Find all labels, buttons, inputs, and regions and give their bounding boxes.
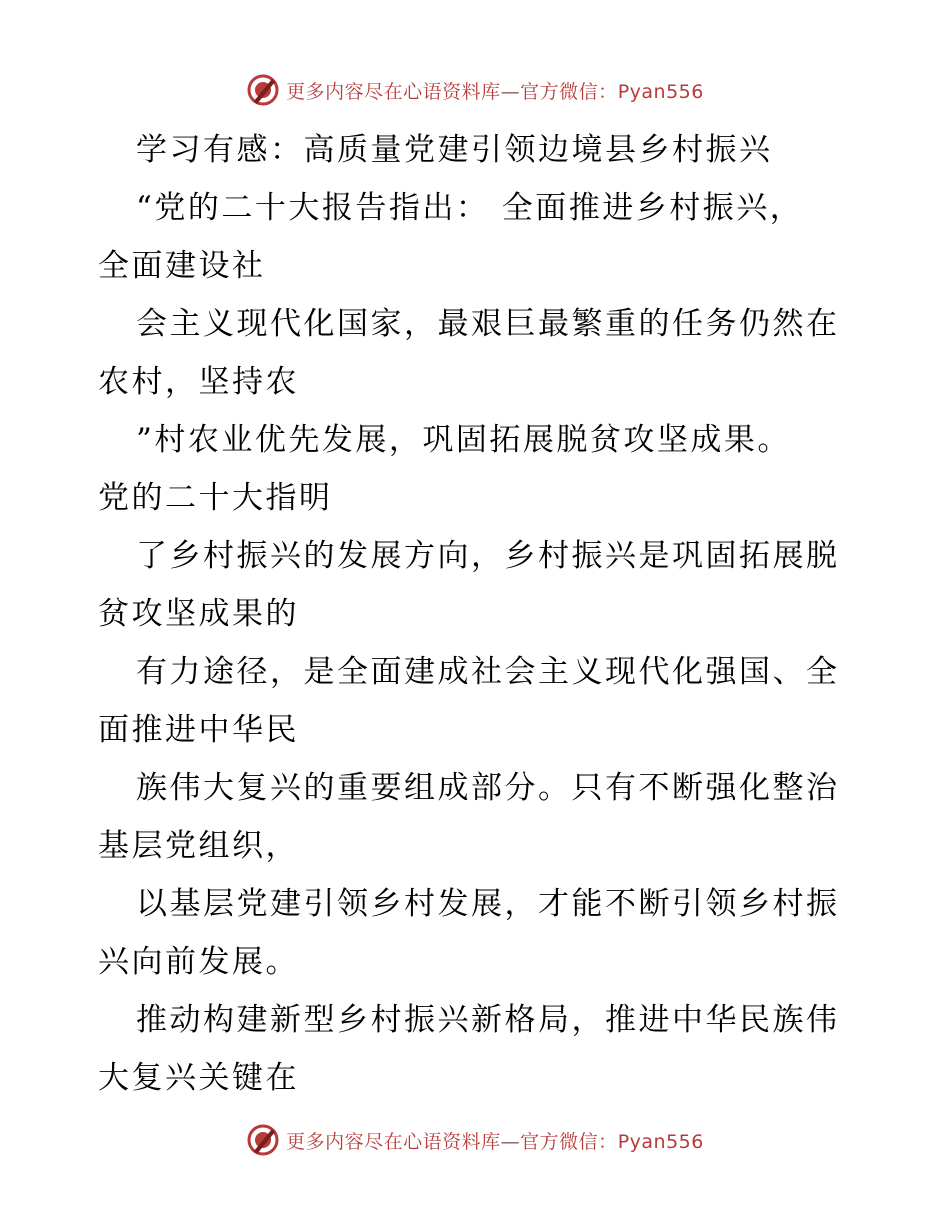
paragraph-line: 全面建设社	[98, 248, 266, 284]
banner-caption	[286, 77, 704, 104]
paragraph-line: “党的二十大报告指出： 全面推进乡村振兴，	[136, 190, 804, 226]
paragraph-line: 兴向前发展。	[98, 944, 299, 980]
paragraph-line: 以基层党建引领乡村发展，才能不断引领乡村振	[136, 886, 840, 922]
header-banner	[0, 70, 950, 110]
banner-handle: Pyan556	[617, 80, 704, 103]
paragraph-line: 族伟大复兴的重要组成部分。只有不断强化整治	[136, 770, 840, 806]
banner-dash: —	[500, 80, 521, 103]
paragraph-line: 基层党组织，	[98, 828, 299, 864]
paragraph-line: 有力途径，是全面建成社会主义现代化强国、全	[136, 654, 840, 690]
document-body	[98, 121, 858, 1107]
banner-site: 更多内容尽在心语资料库	[286, 80, 501, 103]
banner-label: 官方微信：	[520, 1130, 618, 1153]
footer-banner	[0, 1120, 950, 1160]
paragraph-line: 贫攻坚成果的	[98, 596, 299, 632]
banner-caption	[286, 1127, 704, 1154]
paragraph-line: ”村农业优先发展，巩固拓展脱贫攻坚成果。	[136, 422, 791, 458]
paragraph-line: 学习有感：高质量党建引领边境县乡村振兴	[136, 132, 773, 168]
banner-handle: Pyan556	[617, 1130, 704, 1153]
banner-site: 更多内容尽在心语资料库	[286, 1130, 501, 1153]
paragraph-line: 会主义现代化国家，最艰巨最繁重的任务仍然在	[136, 306, 840, 342]
paragraph-line: 党的二十大指明	[98, 480, 333, 516]
paragraph-line: 面推进中华民	[98, 712, 299, 748]
paragraph-line: 农村，坚持农	[98, 364, 299, 400]
pen-logo-icon	[246, 73, 280, 107]
pen-logo-icon	[246, 1123, 280, 1157]
paragraph-line: 了乡村振兴的发展方向，乡村振兴是巩固拓展脱	[136, 538, 840, 574]
paragraph-line: 推动构建新型乡村振兴新格局，推进中华民族伟	[136, 1002, 840, 1038]
banner-label: 官方微信：	[520, 80, 618, 103]
paragraph-line: 大复兴关键在	[98, 1060, 299, 1096]
banner-dash: —	[500, 1130, 521, 1153]
